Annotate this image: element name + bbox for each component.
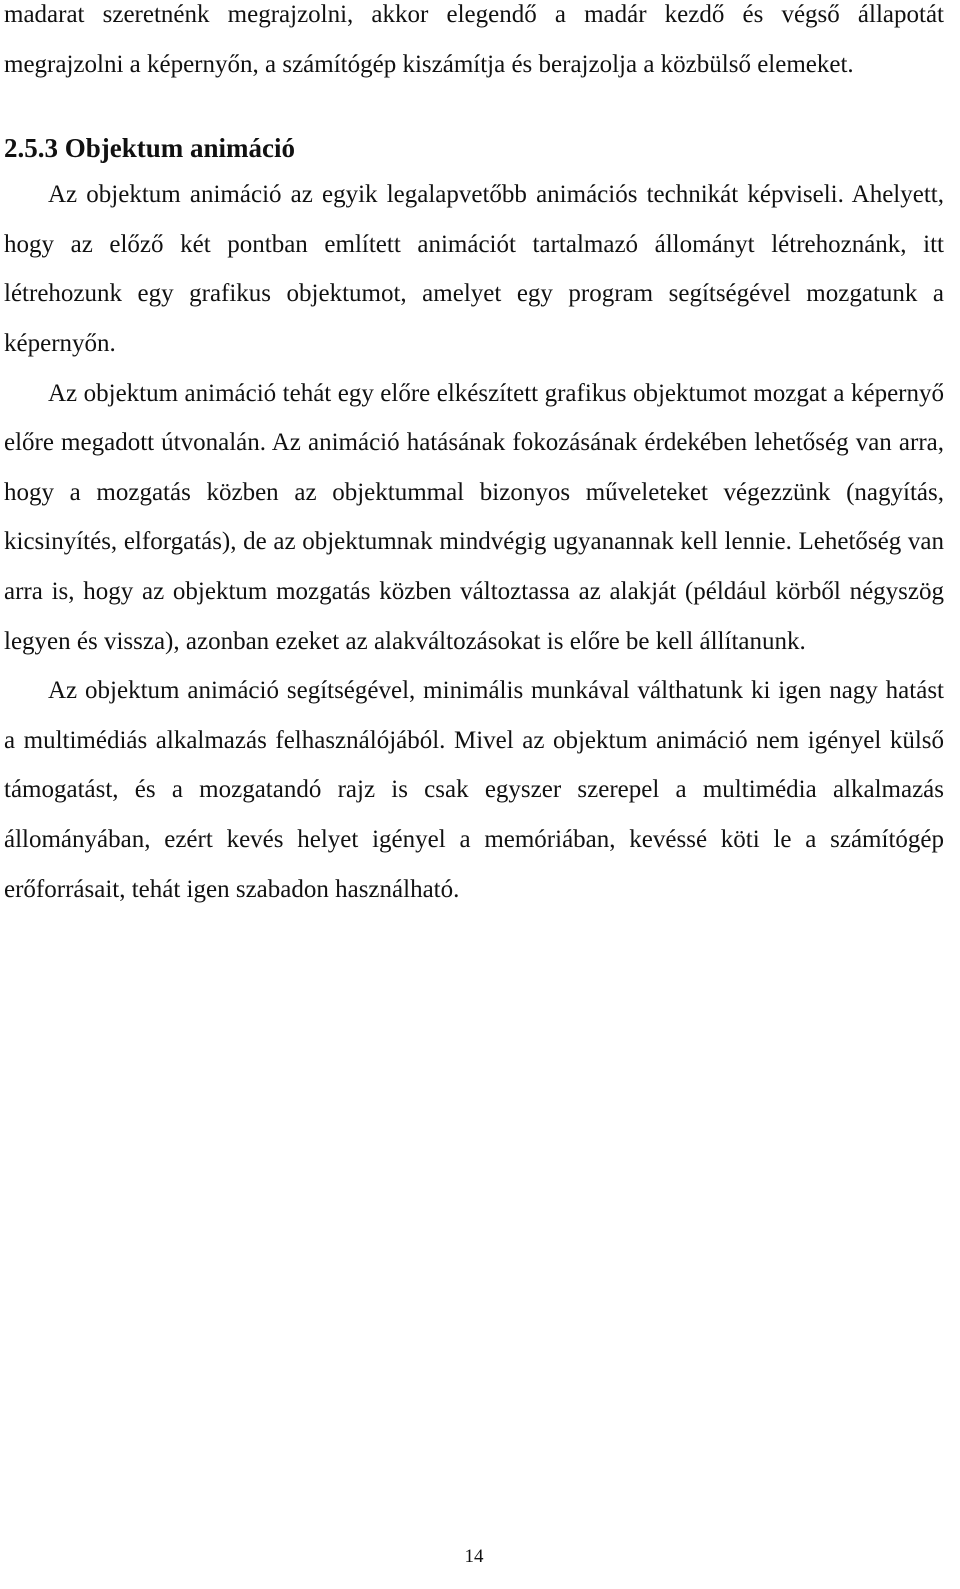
paragraph-1: Az objektum animáció az egyik legalapvetőbb animációs technikát képviseli. Ahelyett, hogy az előző két pontban említett animációt tartalmazó állományt létrehoznánk, itt létrehozunk egy grafikus objektumot, amelyet egy program segítségével mozgatunk a képernyőn. bbox=[4, 181, 944, 357]
paragraph-2: Az objektum animáció tehát egy előre elkészített grafikus objektumot mozgat a képernyő előre megadott útvonalán. Az animáció hatásának fokozásának érdekében lehetőség van arra, hogy a mozgatás közben az objektummal bizonyos műveleteket végezzünk (nagyítás, kicsinyítés, elforgatás), de az objektumnak mindvégig ugyanannak kell lennie. Lehetőség van arra is, hogy az objektum mozgatás közben változtassa az alakját (például körből négyszög legyen és vissza), azonban ezeket az alakváltozásokat is előre be kell állítanunk. bbox=[4, 379, 944, 655]
paragraph-3: Az objektum animáció segítségével, minimális munkával válthatunk ki igen nagy hatást a multimédiás alkalmazás felhasználójából. Mivel az objektum animáció nem igényel külső támogatást, és a mozgatandó rajz is csak egyszer szerepel a multimédia alkalmazás állományában, ezért kevés helyet igényel a memóriában, kevéssé köti le a számítógép erőforrásait, tehát igen szabadon használható. bbox=[4, 677, 944, 903]
document-page bbox=[4, 0, 944, 914]
intro-paragraph: madarat szeretnénk megrajzolni, akkor elegendő a madár kezdő és végső állapotát megrajzolni a képernyőn, a számítógép kiszámítja és berajzolja a közbülső elemeket. bbox=[4, 1, 944, 78]
page-number: 14 bbox=[464, 1546, 484, 1567]
section-heading: 2.5.3 Objektum animáció bbox=[4, 133, 296, 164]
